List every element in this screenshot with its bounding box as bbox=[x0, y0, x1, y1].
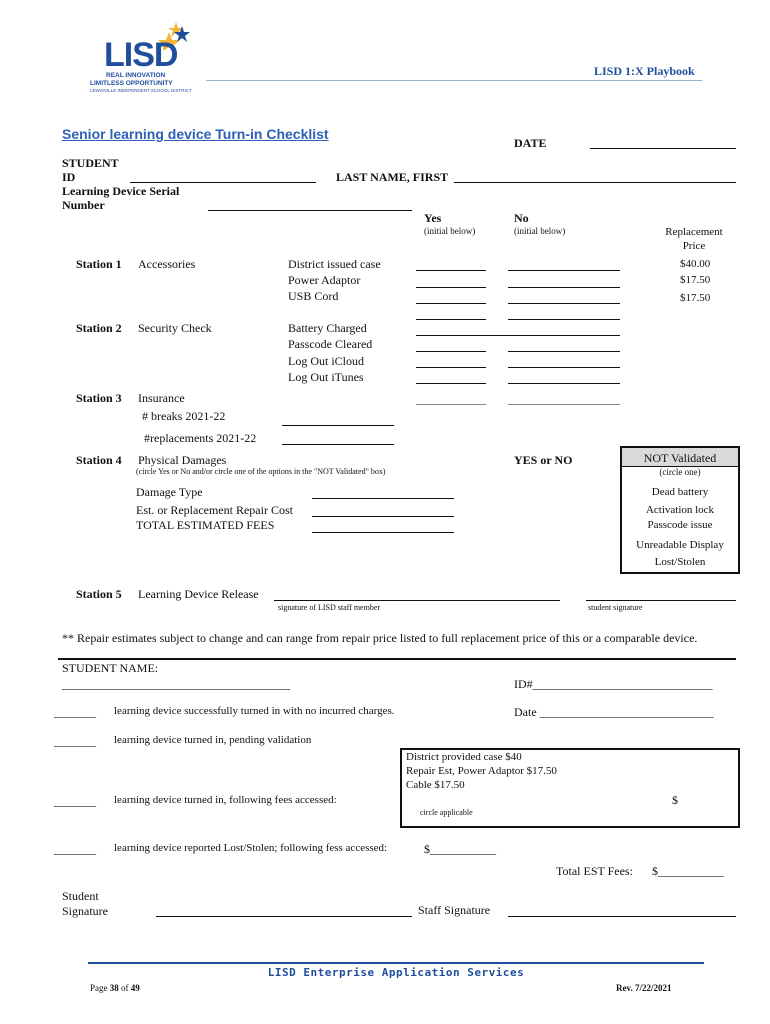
revision-date: Rev. 7/22/2021 bbox=[616, 983, 672, 993]
serial-label-line2: Number bbox=[62, 198, 105, 212]
price-heading-line2: Price bbox=[682, 240, 706, 252]
no-initial-field[interactable] bbox=[508, 303, 620, 304]
lost-stolen-amount[interactable]: $___________ bbox=[424, 842, 496, 856]
station2-label: Station 2 bbox=[76, 321, 122, 335]
student-name-field[interactable]: ______________________________________ bbox=[62, 677, 290, 691]
page-total: 49 bbox=[130, 983, 140, 993]
staff-signature-caption: signature of LISD staff member bbox=[278, 603, 381, 612]
student-signature-label bbox=[62, 889, 108, 919]
student-signature-field[interactable] bbox=[586, 600, 736, 601]
station1-name: Accessories bbox=[138, 257, 196, 271]
option-dead-battery[interactable]: Dead battery bbox=[651, 486, 709, 498]
yes-heading: Yes bbox=[424, 211, 442, 225]
no-initial-field[interactable] bbox=[508, 383, 620, 384]
price-heading bbox=[636, 225, 752, 253]
no-initial-field[interactable] bbox=[508, 287, 620, 288]
lastname-field[interactable] bbox=[454, 182, 736, 183]
page-number bbox=[90, 983, 140, 993]
fees-box-case[interactable]: District provided case $40 bbox=[406, 751, 522, 763]
station1-item-case: District issued case bbox=[288, 257, 381, 271]
initial-blank[interactable]: _______ bbox=[54, 842, 96, 856]
header-rule bbox=[206, 80, 702, 81]
station4-label: Station 4 bbox=[76, 453, 122, 467]
option-unreadable-display[interactable]: Unreadable Display bbox=[636, 539, 724, 551]
breaks-label: # breaks 2021-22 bbox=[142, 409, 226, 423]
station5-label: Station 5 bbox=[76, 587, 122, 601]
section-divider bbox=[58, 658, 736, 660]
final-staff-signature-field[interactable] bbox=[508, 916, 736, 917]
yes-subheading: (initial below) bbox=[424, 226, 476, 236]
damage-type-field[interactable] bbox=[312, 498, 454, 499]
disclaimer: ** Repair estimates subject to change and can range from repair price listed to full replacement price of this or a comparable device. bbox=[62, 631, 698, 645]
station3-label: Station 3 bbox=[76, 391, 122, 405]
logo-tagline-2: LIMITLESS OPPORTUNITY bbox=[90, 80, 173, 87]
replacements-label: #replacements 2021-22 bbox=[144, 431, 257, 445]
lisd-logo bbox=[88, 18, 208, 96]
serial-label bbox=[62, 184, 179, 212]
fees-box-cable[interactable]: Cable $17.50 bbox=[406, 779, 465, 791]
fees-box-adaptor[interactable]: Repair Est, Power Adaptor $17.50 bbox=[406, 765, 557, 777]
student-label: STUDENT bbox=[62, 156, 119, 170]
yes-initial-field[interactable] bbox=[416, 367, 486, 368]
staff-signature-field[interactable] bbox=[274, 600, 560, 601]
not-validated-title: NOT Validated bbox=[643, 451, 717, 465]
station1-price-adaptor: $17.50 bbox=[680, 274, 711, 286]
yes-initial-field[interactable] bbox=[416, 287, 486, 288]
yes-initial-field[interactable] bbox=[416, 404, 486, 405]
breaks-field[interactable] bbox=[282, 425, 394, 426]
station4-name: Physical Damages bbox=[138, 453, 227, 467]
station4-note: (circle Yes or No and/or circle one of the options in the "NOT Validated" box) bbox=[136, 467, 386, 476]
logo-wordmark: LISD bbox=[104, 36, 178, 74]
yes-initial-field[interactable] bbox=[416, 319, 486, 320]
date-field[interactable] bbox=[590, 148, 736, 149]
student-signature-label-line2: Signature bbox=[62, 904, 108, 918]
station2-item-icloud: Log Out iCloud bbox=[288, 354, 365, 368]
no-initial-field[interactable] bbox=[508, 319, 620, 320]
student-id-field[interactable] bbox=[130, 182, 316, 183]
option-lost-stolen[interactable]: Lost/Stolen bbox=[654, 556, 706, 568]
no-initial-field[interactable] bbox=[508, 351, 620, 352]
fees-box-dollar: $ bbox=[672, 793, 678, 807]
station2-name: Security Check bbox=[138, 321, 212, 335]
lastname-label: LAST NAME, FIRST bbox=[336, 170, 449, 184]
total-est-fees-label: Total EST Fees: bbox=[556, 864, 633, 878]
option-no-charges: learning device successfully turned in with no incurred charges. bbox=[114, 705, 395, 717]
total-est-fees-field[interactable]: $___________ bbox=[652, 864, 724, 878]
option-passcode-issue[interactable]: Passcode issue bbox=[647, 519, 713, 531]
station2-item-passcode: Passcode Cleared bbox=[288, 337, 373, 351]
initial-blank[interactable]: _______ bbox=[54, 734, 96, 748]
total-fees-field[interactable] bbox=[312, 532, 454, 533]
station1-item-adaptor: Power Adaptor bbox=[288, 273, 361, 287]
repair-cost-label: Est. or Replacement Repair Cost bbox=[136, 503, 293, 517]
initial-blank[interactable]: _______ bbox=[54, 794, 96, 808]
price-heading-line1: Replacement bbox=[665, 226, 723, 238]
yes-initial-field[interactable] bbox=[416, 270, 486, 271]
station5-name: Learning Device Release bbox=[138, 587, 259, 601]
option-fees-accessed: learning device turned in, following fees accessed: bbox=[114, 794, 337, 806]
staff-signature-label: Staff Signature bbox=[418, 903, 491, 917]
repair-cost-field[interactable] bbox=[312, 516, 454, 517]
student-signature-label-line1: Student bbox=[62, 889, 99, 903]
final-student-signature-field[interactable] bbox=[156, 916, 412, 917]
summary-date-field[interactable]: Date _____________________________ bbox=[514, 705, 714, 719]
damage-type-label: Damage Type bbox=[136, 485, 203, 499]
logo-tagline-3: LEWISVILLE INDEPENDENT SCHOOL DISTRICT bbox=[90, 88, 192, 93]
yes-initial-field[interactable] bbox=[416, 351, 486, 352]
yes-no-initial-field[interactable] bbox=[416, 335, 620, 336]
not-validated-sub: (circle one) bbox=[659, 467, 701, 477]
serial-label-line1: Learning Device Serial bbox=[62, 184, 180, 198]
page-current: 38 bbox=[109, 983, 119, 993]
station1-label: Station 1 bbox=[76, 257, 122, 271]
station3-name: Insurance bbox=[138, 391, 185, 405]
option-lost-stolen-fees: learning device reported Lost/Stolen; following fess accessed: bbox=[114, 842, 388, 854]
station2-item-battery: Battery Charged bbox=[288, 321, 367, 335]
id-label: ID bbox=[62, 170, 76, 184]
option-activation-lock[interactable]: Activation lock bbox=[645, 504, 715, 516]
form-title: Senior learning device Turn-in Checklist bbox=[62, 126, 329, 142]
no-initial-field[interactable] bbox=[508, 404, 620, 405]
logo-tagline-1: REAL INNOVATION bbox=[106, 72, 166, 79]
initial-blank[interactable]: _______ bbox=[54, 705, 96, 719]
station1-price-usb: $17.50 bbox=[680, 292, 711, 304]
no-initial-field[interactable] bbox=[508, 270, 620, 271]
station1-item-usb: USB Cord bbox=[288, 289, 339, 303]
yes-or-no[interactable]: YES or NO bbox=[514, 453, 573, 467]
option-pending-validation: learning device turned in, pending validation bbox=[114, 734, 312, 746]
station1-price-case: $40.00 bbox=[680, 258, 711, 270]
student-signature-caption: student signature bbox=[588, 603, 643, 612]
station2-item-itunes: Log Out iTunes bbox=[288, 370, 364, 384]
student-name-label: STUDENT NAME: bbox=[62, 661, 159, 675]
replacements-field[interactable] bbox=[282, 444, 394, 445]
footer-rule bbox=[88, 962, 704, 964]
serial-field[interactable] bbox=[208, 210, 412, 211]
date-label: DATE bbox=[514, 136, 547, 150]
total-fees-label: TOTAL ESTIMATED FEES bbox=[136, 518, 275, 532]
footer-title: LISD Enterprise Application Services bbox=[267, 966, 525, 979]
no-subheading: (initial below) bbox=[514, 226, 566, 236]
no-heading: No bbox=[514, 211, 529, 225]
playbook-title: LISD 1:X Playbook bbox=[594, 64, 695, 78]
yes-initial-field[interactable] bbox=[416, 383, 486, 384]
yes-initial-field[interactable] bbox=[416, 303, 486, 304]
fees-box-hint: circle applicable bbox=[420, 808, 473, 817]
no-initial-field[interactable] bbox=[508, 367, 620, 368]
page-prefix: Page bbox=[90, 983, 108, 993]
summary-id-field[interactable]: ID#______________________________ bbox=[514, 677, 713, 691]
page-of: of bbox=[121, 983, 129, 993]
